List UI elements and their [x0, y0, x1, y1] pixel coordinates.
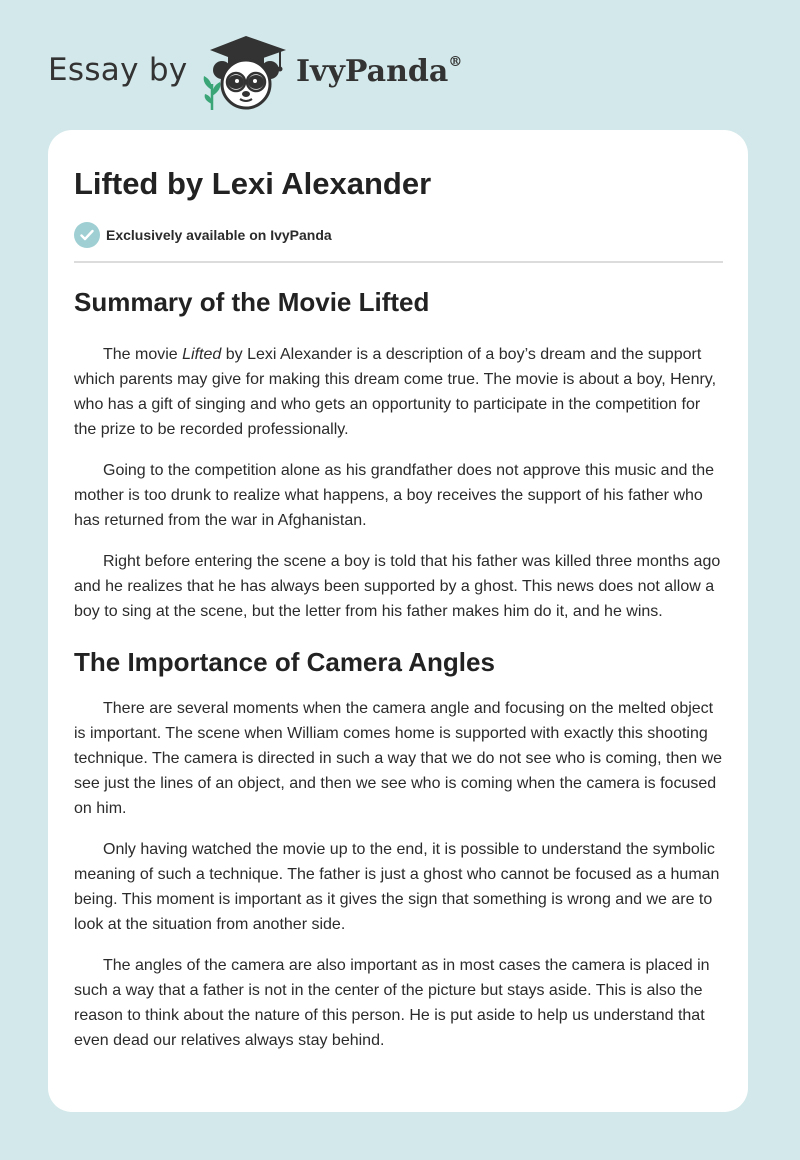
panda-graduate-logo-icon[interactable]	[200, 34, 292, 110]
site-header	[0, 0, 800, 130]
exclusive-badge	[74, 222, 332, 248]
badge-label: Exclusively available on IvyPanda	[106, 227, 332, 243]
paragraph: There are several moments when the camera angle and focusing on the melted object is important. The scene when William comes home is supported with exactly this shooting technique. The camera is directed in such a way that we do not see who is coming, then we see just the lines of an object, and then we see who is coming when the camera is focused on him.	[74, 700, 723, 817]
paragraph: Right before entering the scene a boy is told that his father was killed three months ago and he realizes that he has always been supported by a ghost. This news does not allow a boy to sing at the scene, but the letter from his father makes him do it, and he wins.	[74, 553, 721, 620]
section-heading-camera-angles: The Importance of Camera Angles	[74, 647, 495, 677]
paragraph: Only having watched the movie up to the end, it is possible to understand the symbolic meaning of such a technique. The father is just a ghost who cannot be focused as a human being. This moment is important as it gives the sign that something is wrong and we are to look at the situation from another side.	[74, 841, 720, 933]
article-card	[48, 130, 748, 1112]
brand-label: IvyPanda	[296, 54, 449, 89]
divider	[74, 261, 723, 263]
paragraph: Going to the competition alone as his grandfather does not approve this music and the mother is too drunk to realize what happens, a boy receives the support of his father who has returned from the war in Afghanistan.	[74, 462, 715, 529]
page-title: Lifted by Lexi Alexander	[74, 166, 432, 201]
paragraph: The angles of the camera are also important as in most cases the camera is placed in such a way that a father is not in the center of the picture but stays aside. This is also the reason to think about the nature of this person. He is put aside to help us understand that even dead our relatives always stay behind.	[74, 957, 710, 1049]
text-run: by Lexi Alexander is a description of a boy’s dream and the support which parents may give for making this dream come true. The movie is about a boy, Henry, who has a gift of singing and who gets an opportunity to participate in the competition for the prize to be recorded professionally.	[74, 346, 717, 438]
movie-title-italic: Lifted	[182, 346, 222, 363]
leaf-icon	[204, 76, 221, 110]
essay-by-label: Essay by	[48, 52, 188, 88]
section-heading-summary: Summary of the Movie Lifted	[74, 287, 430, 317]
check-circle-icon	[74, 222, 100, 248]
registered-mark: ®	[448, 54, 463, 70]
brand-name[interactable]	[296, 54, 462, 89]
text-run: The movie	[103, 346, 183, 363]
article-content	[74, 280, 724, 1053]
paragraph	[74, 342, 724, 442]
